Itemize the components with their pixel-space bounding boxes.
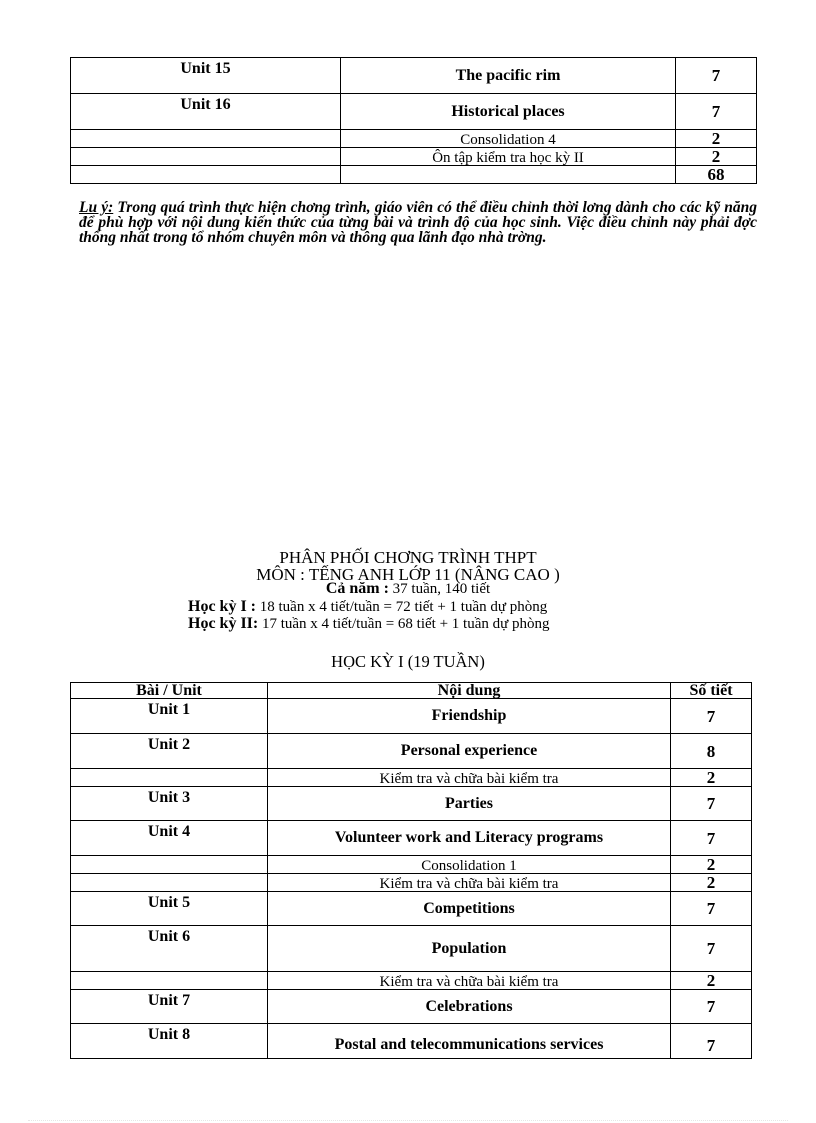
topic-cell: Parties	[268, 787, 671, 821]
table-row	[71, 148, 757, 166]
unit-cell: Unit 2	[71, 734, 268, 769]
teacher-note	[79, 200, 757, 245]
topic-cell: The pacific rim	[341, 58, 676, 94]
periods-cell: 8	[671, 734, 752, 769]
topic-cell: Kiểm tra và chữa bài kiểm tra	[268, 874, 671, 892]
unit-cell	[71, 166, 341, 184]
topic-cell: Competitions	[268, 892, 671, 926]
unit-cell: Unit 7	[71, 990, 268, 1024]
year-summary	[0, 581, 816, 597]
topic-cell: Kiểm tra và chữa bài kiểm tra	[268, 972, 671, 990]
sem2-value: 17 tuần x 4 tiết/tuần = 68 tiết + 1 tuần dự phòng	[258, 616, 550, 632]
periods-cell: 2	[671, 972, 752, 990]
periods-cell: 7	[671, 699, 752, 734]
topic-cell: Postal and telecommunications services	[268, 1024, 671, 1059]
semester2-summary	[188, 616, 550, 632]
semester1-table	[70, 682, 752, 1059]
table-row	[71, 821, 752, 856]
topic-cell: Consolidation 4	[341, 130, 676, 148]
table-row	[71, 926, 752, 972]
table-header-row	[71, 683, 752, 699]
unit-cell	[71, 769, 268, 787]
table-row	[71, 130, 757, 148]
periods-cell: 7	[671, 1024, 752, 1059]
table-row	[71, 856, 752, 874]
unit-cell	[71, 148, 341, 166]
periods-cell: 2	[671, 874, 752, 892]
periods-cell: 7	[671, 892, 752, 926]
topic-cell: Consolidation 1	[268, 856, 671, 874]
unit-cell: Unit 8	[71, 1024, 268, 1059]
periods-cell: 7	[676, 58, 757, 94]
sem2-label: Học kỳ II:	[188, 615, 259, 632]
semester2-table-end	[70, 57, 757, 184]
topic-cell: Personal experience	[268, 734, 671, 769]
unit-cell: Unit 3	[71, 787, 268, 821]
unit-cell	[71, 856, 268, 874]
topic-cell: Volunteer work and Literacy programs	[268, 821, 671, 856]
note-lead: Lu ý:	[79, 199, 114, 216]
table-row	[71, 787, 752, 821]
sem1-value: 18 tuần x 4 tiết/tuần = 72 tiết + 1 tuần dự phòng	[256, 599, 548, 615]
unit-cell: Unit 6	[71, 926, 268, 972]
note-text: Trong quá trình thực hiện chơng trình, giáo viên có thể điều chỉnh thời lơng dành cho các kỹ năng để phù hợp với nội dung kiến thức của từng bài và trình độ của học sinh. Việc điều chỉnh này phải đợc thống nhất trong tổ nhóm chuyên môn và thông qua lãnh đạo nhà trờng.	[79, 199, 757, 246]
total-periods-cell: 68	[676, 166, 757, 184]
table-row	[71, 972, 752, 990]
header-periods: Số tiết	[671, 683, 752, 699]
table-row	[71, 874, 752, 892]
page-footer-divider	[28, 1120, 788, 1121]
table-row	[71, 699, 752, 734]
periods-cell: 7	[671, 990, 752, 1024]
table-row	[71, 166, 757, 184]
table-row	[71, 990, 752, 1024]
periods-cell: 2	[671, 856, 752, 874]
table-row	[71, 94, 757, 130]
header-unit: Bài / Unit	[71, 683, 268, 699]
topic-cell: Historical places	[341, 94, 676, 130]
semester1-summary	[188, 599, 547, 615]
unit-cell: Unit 4	[71, 821, 268, 856]
unit-cell	[71, 972, 268, 990]
topic-cell: Friendship	[268, 699, 671, 734]
table-row	[71, 1024, 752, 1059]
document-title: PHÂN PHỐI CHƠNG TRÌNH THPT	[279, 548, 537, 567]
topic-cell: Population	[268, 926, 671, 972]
table-row	[71, 769, 752, 787]
subject-title: MÔN : TẾNG ANH LỚP 11 (NÂNG CAO )	[256, 565, 560, 584]
topic-cell: Ôn tập kiểm tra học kỳ II	[341, 148, 676, 166]
section-heading: HỌC KỲ I (19 TUẦN)	[331, 652, 485, 671]
periods-cell: 7	[671, 926, 752, 972]
topic-cell: Celebrations	[268, 990, 671, 1024]
periods-cell: 2	[676, 130, 757, 148]
periods-cell: 7	[676, 94, 757, 130]
header-topic: Nội dung	[268, 683, 671, 699]
unit-cell: Unit 15	[71, 58, 341, 94]
topic-cell	[341, 166, 676, 184]
sem1-label: Học kỳ I :	[188, 598, 256, 615]
topic-cell: Kiểm tra và chữa bài kiểm tra	[268, 769, 671, 787]
unit-cell	[71, 874, 268, 892]
table-row	[71, 734, 752, 769]
table-row	[71, 892, 752, 926]
periods-cell: 7	[671, 821, 752, 856]
unit-cell: Unit 1	[71, 699, 268, 734]
year-value: 37 tuần, 140 tiết	[388, 581, 491, 597]
periods-cell: 2	[671, 769, 752, 787]
year-label: Cả năm :	[325, 580, 389, 597]
unit-cell	[71, 130, 341, 148]
table-row	[71, 58, 757, 94]
unit-cell: Unit 5	[71, 892, 268, 926]
unit-cell: Unit 16	[71, 94, 341, 130]
periods-cell: 7	[671, 787, 752, 821]
periods-cell: 2	[676, 148, 757, 166]
